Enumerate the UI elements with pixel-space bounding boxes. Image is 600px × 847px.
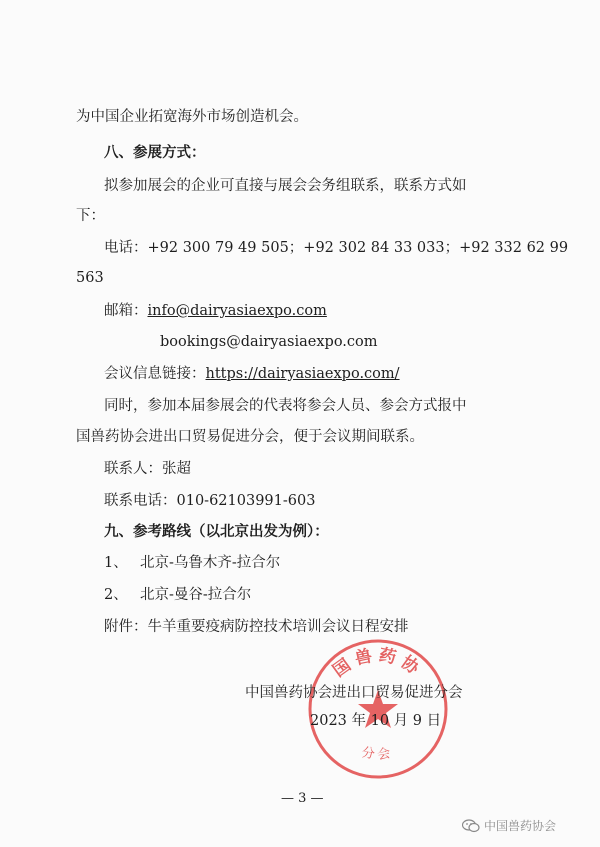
signature-date: 2023 年 10 月 9 日 — [310, 713, 442, 729]
paragraph-1-line-2: 下： — [76, 208, 105, 224]
signature-organization: 中国兽药协会进出口贸易促进分会 — [245, 685, 463, 701]
paragraph-1-line-1: 拟参加展会的企业可直接与展会会务组联系，联系方式如 — [104, 178, 467, 194]
watermark — [462, 817, 556, 834]
meeting-link-row — [104, 364, 400, 384]
wechat-icon — [462, 819, 480, 833]
page-number: — 3 — — [281, 791, 324, 806]
contact-phone: 联系电话：010-62103991-603 — [104, 493, 316, 509]
phone-line-2: 563 — [76, 270, 104, 286]
route-2: 北京-曼谷-拉合尔 — [140, 587, 252, 603]
route-1: 北京-乌鲁木齐-拉合尔 — [140, 555, 281, 571]
meeting-link[interactable]: https://dairyasiaexpo.com/ — [205, 366, 400, 382]
email-bookings: bookings@dairyasiaexpo.com — [160, 334, 378, 350]
email-link-info[interactable]: info@dairyasiaexpo.com — [147, 303, 327, 319]
attachment-line: 附件：牛羊重要疫病防控技术培训会议日程安排 — [104, 619, 409, 635]
email-label: 邮箱： — [104, 303, 148, 319]
paragraph-2-line-1: 同时，参加本届参展会的代表将参会人员、参会方式报中 — [104, 398, 467, 414]
phone-line-1: 电话：+92 300 79 49 505；+92 302 84 33 033；+92 332 62 99 — [104, 240, 569, 256]
route-1-number: 1、 — [104, 555, 128, 571]
email-row — [104, 301, 327, 321]
official-seal-stamp — [303, 634, 453, 784]
route-2-number: 2、 — [104, 587, 128, 603]
section-9-heading: 九、参考路线（以北京出发为例）： — [104, 523, 329, 540]
stamp-text-top: 国兽药协 — [329, 645, 427, 682]
text-line-intro-end: 为中国企业拓宽海外市场创造机会。 — [76, 109, 308, 125]
paragraph-2-line-2: 国兽药协会进出口贸易促进分会，便于会议期间联系。 — [76, 429, 424, 445]
stamp-text-bottom: 分会 — [360, 745, 396, 764]
watermark-text: 中国兽药协会 — [484, 819, 557, 833]
contact-person: 联系人：张超 — [104, 461, 191, 477]
meeting-link-label: 会议信息链接： — [104, 366, 206, 382]
svg-text:分会 — [360, 745, 395, 763]
section-8-heading: 八、参展方式： — [104, 144, 206, 161]
